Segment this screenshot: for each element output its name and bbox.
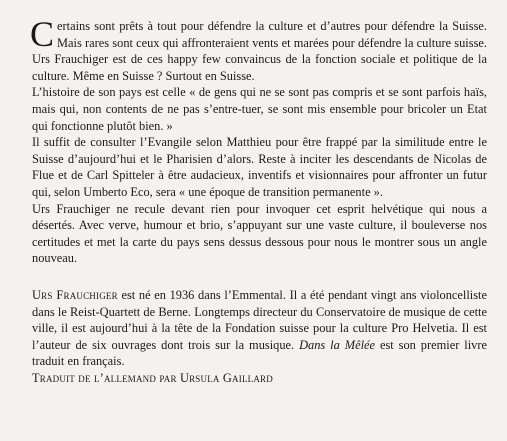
author-bio [32, 287, 487, 387]
drop-cap: C [30, 14, 55, 54]
bio-paragraph: Urs Frauchiger est né en 1936 dans l’Emmental. Il a été pendant vingt ans violoncelliste dans le Reist-Quartett de Berne. Longtemps directeur du Conservatoire de musique de cette ville, il est aujourd’hui à la tête de la Fondation suisse pour la culture Pro Helvetia. Il est l’auteur de six ouvrages dont trois sur la musique. Dans la Mêlée est son premier livre traduit en français. [32, 287, 487, 369]
book-title: Dans la Mêlée [299, 337, 376, 352]
blurb [30, 14, 487, 267]
author-name: Urs Frauchiger [32, 287, 118, 302]
paragraph-2: L’histoire de son pays est celle « de gens qui ne se sont pas compris et se sont parfois haïs, mais qui, non contents de ne pas s’entre-tuer, se sont mis ensemble pour bricoler un Etat qui fonctionne plutôt bien. » [32, 85, 487, 133]
paragraph-4: Urs Frauchiger ne recule devant rien pour invoquer cet esprit helvétique qui nous a désertés. Avec verve, humour et brio, s’appuyant sur une vaste culture, il bouleverse nos certitudes et met la carte du pays sens dessus dessous pour nous le montrer sous un angle nouveau. [32, 201, 487, 266]
translator-credit: Traduit de l’allemand par Ursula Gaillard [32, 370, 273, 385]
paragraph-1: Certains sont prêts à tout pour défendre la culture et d’autres pour défendre la Suisse. Mais rares sont ceux qui affronteraient vents et marées pour défendre la culture suisse. Urs Frauchiger est de ces happy few convaincus de la fonction sociale et politique de la culture. Même en Suisse ? Surtout en Suisse. [30, 14, 487, 83]
paragraph-3: Il suffit de consulter l’Evangile selon Matthieu pour être frappé par la similitude entre le Suisse d’aujourd’hui et le Pharisien d’alors. Reste à inciter les descendants de Nicolas de Flue et de Carl Spitteler à être audacieux, inventifs et visionnaires pour affronter un futur qui, selon Umberto Eco, sera « une époque de transition permanente ». [32, 135, 487, 199]
